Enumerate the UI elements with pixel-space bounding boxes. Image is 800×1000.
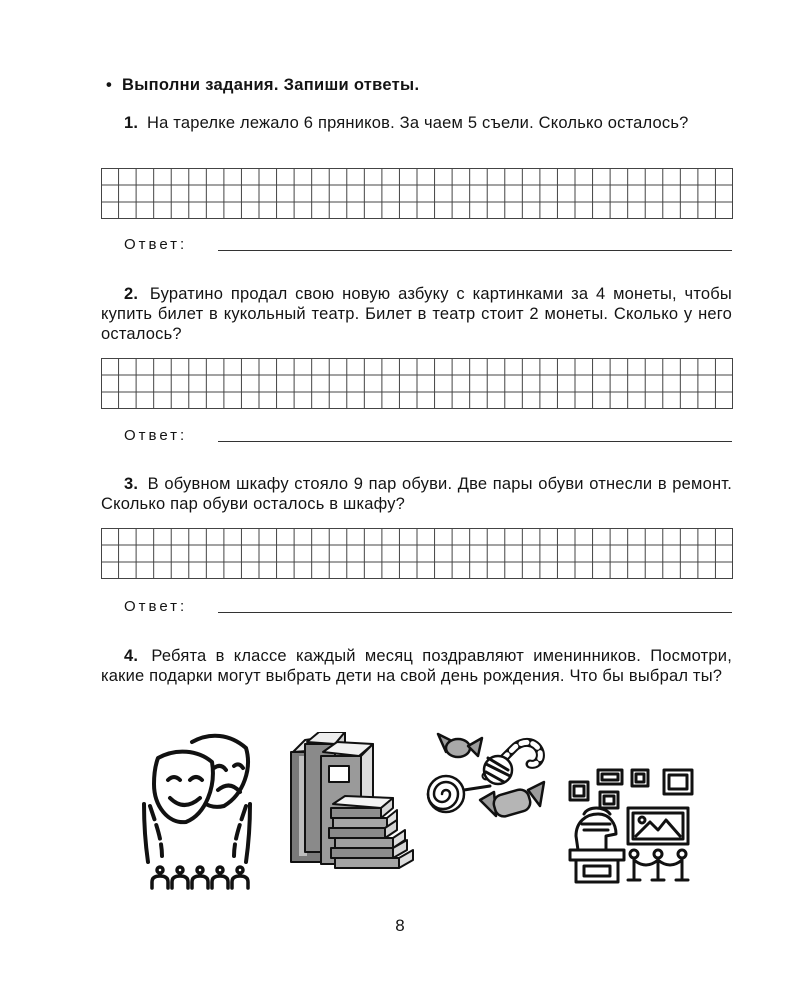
task-1 xyxy=(101,113,732,133)
task-text: Буратино продал свою новую азбуку с картинками за 4 монеты, чтобы купить билет в кукольный театр. Билет в театр стоит 2 монеты. Сколько у него осталось? xyxy=(101,285,732,343)
theater-icon xyxy=(140,728,255,890)
task-number: 1. xyxy=(124,114,139,132)
answer-grid-1[interactable] xyxy=(101,168,733,219)
answer-line-2[interactable] xyxy=(218,441,732,442)
task-4 xyxy=(101,646,732,686)
task-number: 3. xyxy=(124,475,139,493)
task-text: В обувном шкафу стояло 9 пар обуви. Две пары обуви отнесли в ремонт. Сколько пар обуви осталось в шкафу? xyxy=(101,475,732,513)
museum-icon xyxy=(562,766,702,886)
page-number: 8 xyxy=(395,916,405,935)
sweets-icon xyxy=(424,726,556,828)
instruction xyxy=(106,76,419,95)
answer-label: Ответ: xyxy=(124,427,188,444)
task-text: Ребята в классе каждый месяц поздравляют именинников. Посмотри, какие подарки могут выбрать дети на свой день рождения. Что бы выбрал ты? xyxy=(101,647,732,685)
answer-label: Ответ: xyxy=(124,598,188,615)
answer-label: Ответ: xyxy=(124,236,188,253)
bullet-icon: • xyxy=(106,76,113,94)
books-icon xyxy=(285,732,420,874)
answer-line-1[interactable] xyxy=(218,250,732,251)
task-number: 2. xyxy=(124,285,139,303)
task-3 xyxy=(101,474,732,514)
answer-line-3[interactable] xyxy=(218,612,732,613)
task-number: 4. xyxy=(124,647,139,665)
answer-grid-3[interactable] xyxy=(101,528,733,579)
task-text: На тарелке лежало 6 пряников. За чаем 5 съели. Сколько осталось? xyxy=(146,114,689,132)
task-2 xyxy=(101,284,732,344)
answer-grid-2[interactable] xyxy=(101,358,733,409)
instruction-text: Выполни задания. Запиши ответы. xyxy=(122,76,420,94)
